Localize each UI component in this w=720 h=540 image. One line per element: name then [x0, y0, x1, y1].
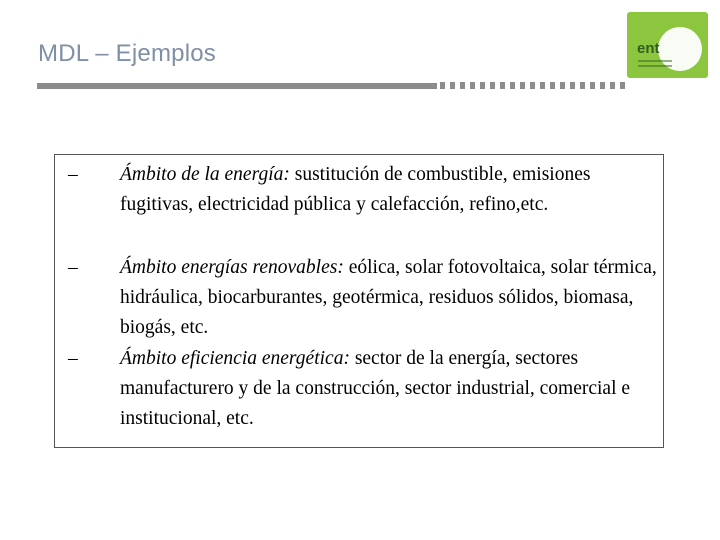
title-dotted-rule: [440, 82, 630, 89]
bullet-item: [68, 344, 658, 434]
bullet-dash: –: [68, 164, 78, 185]
logo-text: ent: [637, 40, 660, 57]
bullet-heading: Ámbito energías renovables:: [120, 257, 344, 278]
bullet-dash: –: [68, 257, 78, 278]
bullet-heading: Ámbito eficiencia energética:: [120, 348, 350, 369]
bullet-dash: –: [68, 348, 78, 369]
title-underline: [37, 83, 437, 89]
bullet-body: sector de la energía, sectores manufacturero y de la construcción, sector industrial, comercial e institucional, etc.: [120, 348, 631, 429]
slide-title: MDL – Ejemplos: [38, 40, 216, 67]
bullet-item: [68, 160, 658, 220]
bullet-body: sustitución de combustible, emisiones fugitivas, electricidad pública y calefacción, refino,etc.: [120, 164, 591, 215]
ent-logo: [627, 12, 708, 78]
bullet-heading: Ámbito de la energía:: [120, 164, 290, 185]
bullet-body: eólica, solar fotovoltaica, solar térmica, hidráulica, biocarburantes, geotérmica, residuos sólidos, biomasa, biogás, etc.: [120, 257, 657, 338]
bullet-item: [68, 253, 658, 343]
